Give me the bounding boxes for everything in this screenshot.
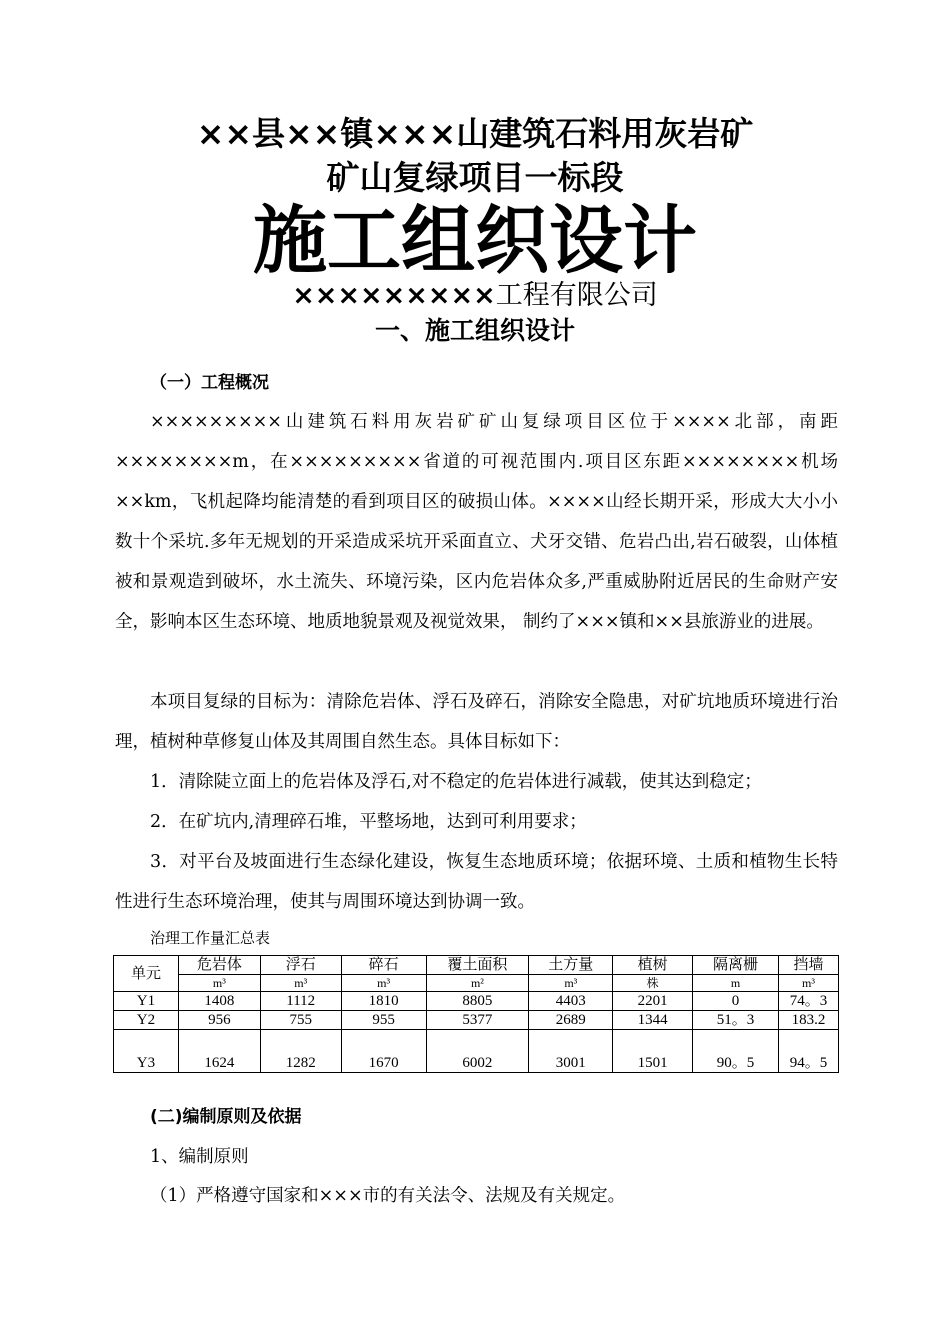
table-cell: 0 [693, 992, 779, 1011]
table-cell: Y1 [114, 992, 179, 1011]
table-cell: 1810 [341, 992, 426, 1011]
table-unit-cell: m³ [260, 975, 341, 992]
table-cell: 3001 [529, 1030, 613, 1073]
table-cell: 1282 [260, 1030, 341, 1073]
table-header-cell: 覆土面积 [426, 956, 529, 975]
table-header-cell: 植树 [613, 956, 693, 975]
table-header-cell: 土方量 [529, 956, 613, 975]
table-row [114, 1011, 839, 1030]
table-cell: 755 [260, 1011, 341, 1030]
table-header-cell: 碎石 [341, 956, 426, 975]
table-cell: 90。5 [693, 1030, 779, 1073]
table-header-cell: 浮石 [260, 956, 341, 975]
goal-item-3: 3．对平台及坡面进行生态绿化建设，恢复生态地质环境；依据环境、土质和植物生长特性进行生态环境治理，使其与周围环境达到协调一致。 [115, 852, 838, 912]
document-title-line1: ××县××镇×××山建筑石料用灰岩矿 [196, 114, 754, 153]
table-cell: 1624 [178, 1030, 260, 1073]
document-main-title: 施工组织设计 [253, 198, 697, 284]
table-cell: 955 [341, 1011, 426, 1030]
table-header-cell: 挡墙 [778, 956, 838, 975]
section-title: 一、施工组织设计 [374, 316, 575, 345]
company-name [0, 278, 950, 314]
table-unit-cell: m [693, 975, 779, 992]
table-header-cell: 危岩体 [178, 956, 260, 975]
principles-heading: (二)编制原则及依据 [150, 1107, 302, 1127]
overview-heading: （一）工程概况 [150, 373, 269, 393]
table-caption: 治理工作量汇总表 [150, 929, 271, 947]
table-cell: 183.2 [778, 1011, 838, 1030]
document-title-line2: 矿山复绿项目一标段 [326, 158, 624, 197]
table-header-cell: 隔离栅 [693, 956, 779, 975]
table-cell: 1408 [178, 992, 260, 1011]
table-unit-cell: m³ [529, 975, 613, 992]
table-cell: 1112 [260, 992, 341, 1011]
table-unit-row [114, 975, 839, 992]
table-cell: 5377 [426, 1011, 529, 1030]
table-header-row [114, 956, 839, 975]
goal-item-1: 1．清除陡立面上的危岩体及浮石,对不稳定的危岩体进行减载，使其达到稳定； [150, 772, 762, 792]
table-cell: Y2 [114, 1011, 179, 1030]
table-cell: 1501 [613, 1030, 693, 1073]
company-name-placeholder: ××××××××× [292, 280, 496, 311]
table-cell: 1670 [341, 1030, 426, 1073]
table-unit-cell: m³ [178, 975, 260, 992]
table-unit-cell: m² [426, 975, 529, 992]
table-cell: 2201 [613, 992, 693, 1011]
table-header-cell: 单元 [114, 956, 179, 992]
table-cell: 1344 [613, 1011, 693, 1030]
table-row [114, 992, 839, 1011]
table-cell: 6002 [426, 1030, 529, 1073]
table-cell: 74。3 [778, 992, 838, 1011]
table-cell: 94。5 [778, 1030, 838, 1073]
table-cell: 8805 [426, 992, 529, 1011]
goal-item-2: 2．在矿坑内,清理碎石堆，平整场地，达到可利用要求； [150, 812, 587, 832]
table-unit-cell: m³ [341, 975, 426, 992]
overview-paragraph-1: ×××××××××山建筑石料用灰岩矿矿山复绿项目区位于××××北部，南距××××××××m，在×××××××××省道的可视范围内.项目区东距××××××××机场××km，飞机起降均能清楚的看到项目区的破损山体。××××山经长期开采，形成大大小小数十个采坑.多年无规划的开采造成采坑开采面直立、犬牙交错、危岩凸出,岩石破裂，山体植被和景观造到破坏，水土流失、环境污染，区内危岩体众多,严重威胁附近居民的生命财产安全，影响本区生态环境、地质地貌景观及视觉效果， 制约了×××镇和××县旅游业的进展。 [115, 412, 838, 632]
table-row [114, 1030, 839, 1073]
table-unit-cell: m³ [778, 975, 838, 992]
table-cell: Y3 [114, 1030, 179, 1073]
table-cell: 2689 [529, 1011, 613, 1030]
table-unit-cell: 株 [613, 975, 693, 992]
principles-item-1: （1）严格遵守国家和×××市的有关法令、法规及有关规定。 [150, 1186, 626, 1206]
table-cell: 4403 [529, 992, 613, 1011]
table-cell: 956 [178, 1011, 260, 1030]
overview-paragraph-2: 本项目复绿的目标为：清除危岩体、浮石及碎石，消除安全隐患，对矿坑地质环境进行治理，植树种草修复山体及其周围自然生态。具体目标如下： [115, 692, 838, 752]
workload-table [113, 955, 839, 1073]
principles-subheading: 1、编制原则 [150, 1147, 249, 1167]
table-cell: 51。3 [693, 1011, 779, 1030]
company-name-suffix: 工程有限公司 [495, 280, 658, 311]
